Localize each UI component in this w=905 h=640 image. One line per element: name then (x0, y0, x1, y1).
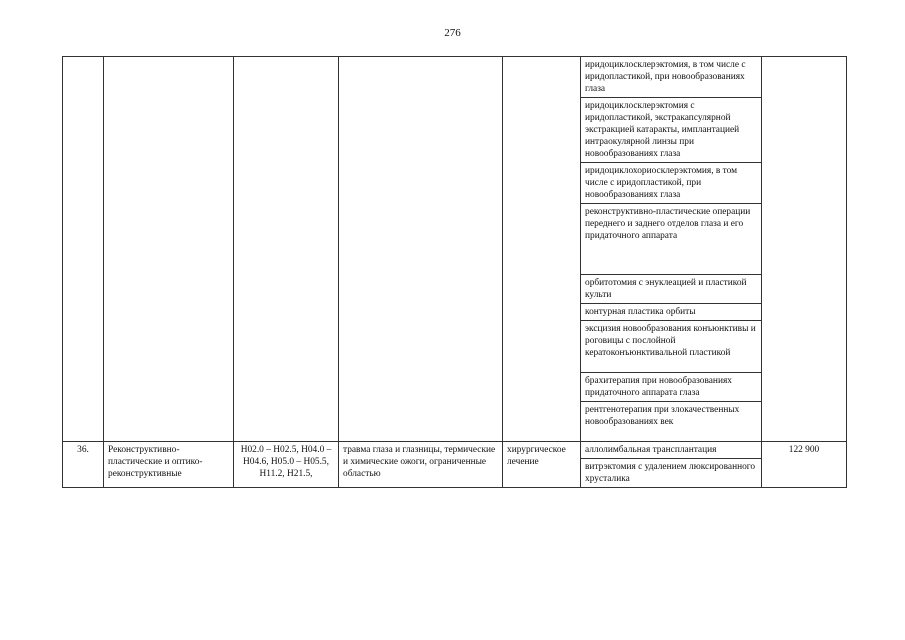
empty-cell-treatment (503, 57, 581, 442)
method-cell: аллолимбальная трансплантация (581, 442, 762, 459)
entry-codes: H02.0 – H02.5, H04.0 – H04.6, H05.0 – H05.5, H11.2, H21.5, (234, 442, 339, 488)
method-cell: иридоциклосклерэктомия, в том числе с иридопластикой, при новообразованиях глаза (581, 57, 762, 98)
method-cell: контурная пластика орбиты (581, 304, 762, 321)
method-cell: рентгенотерапия при злокачественных новообразованиях век (581, 402, 762, 442)
entry-cost: 122 900 (762, 442, 847, 488)
empty-cell-name (104, 57, 234, 442)
method-cell: эксцизия новообразования конъюнктивы и роговицы с послойной кератоконъюнктивальной пластикой (581, 321, 762, 373)
entry-treatment: хирургическое лечение (503, 442, 581, 488)
entry-name: Реконструктивно-пластические и оптико-реконструктивные (104, 442, 234, 488)
empty-cell-model (339, 57, 503, 442)
method-cell: брахитерапия при новообразованиях придаточного аппарата глаза (581, 373, 762, 402)
medical-care-table (62, 56, 847, 488)
entry-model: травма глаза и глазницы, термические и химические ожоги, ограниченные областью (339, 442, 503, 488)
table-row (63, 57, 847, 98)
method-cell: иридоциклосклерэктомия с иридопластикой, экстракапсулярной экстракцией катаракты, имплантацией интраокулярной линзы при новообразованиях глаза (581, 98, 762, 163)
method-cell: иридоциклохориосклерэктомия, в том числе с иридопластикой, при новообразованиях глаза (581, 163, 762, 204)
method-cell: витрэктомия с удалением люксированного хрусталика (581, 459, 762, 488)
empty-cell-number (63, 57, 104, 442)
empty-cell-cost (762, 57, 847, 442)
method-cell: орбитотомия с энуклеацией и пластикой культи (581, 275, 762, 304)
table-row-36 (63, 442, 847, 459)
empty-cell-codes (234, 57, 339, 442)
entry-number: 36. (63, 442, 104, 488)
method-cell: реконструктивно-пластические операции переднего и заднего отделов глаза и его придаточного аппарата (581, 204, 762, 275)
page-number: 276 (444, 27, 461, 39)
